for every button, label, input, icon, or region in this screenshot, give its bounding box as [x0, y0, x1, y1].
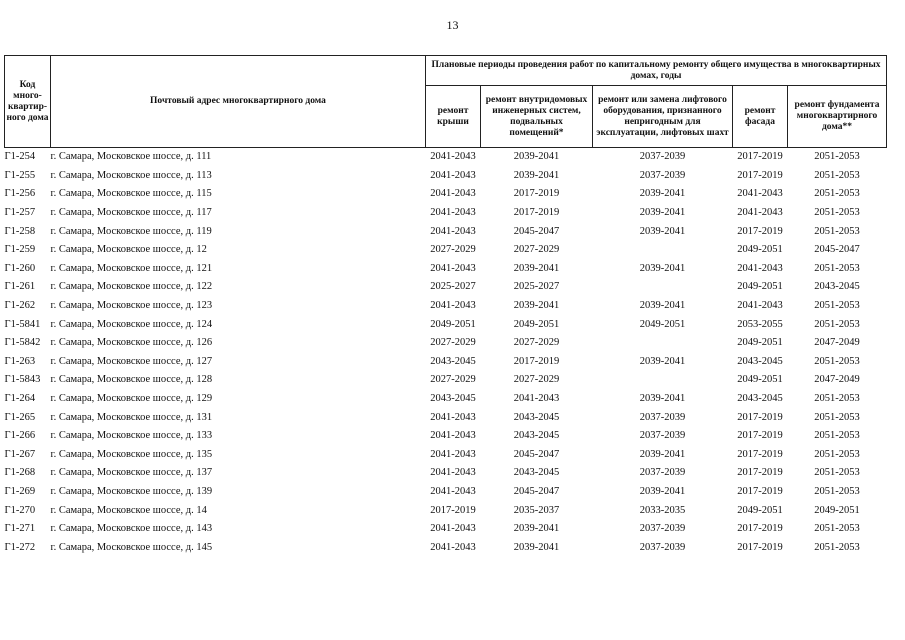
cell-foundation: 2051-2053 [814, 151, 860, 163]
cell-address: г. Самара, Московское шоссе, д. 126 [50, 337, 213, 349]
cell-systems: 2045-2047 [513, 448, 560, 460]
cell-roof: 2041-2043 [430, 411, 476, 423]
cell-address: г. Самара, Московское шоссе, д. 14 [50, 504, 207, 516]
cell-code: Г1-5842 [4, 337, 41, 349]
cell-systems: 2039-2041 [513, 151, 560, 163]
cell-roof: 2043-2045 [430, 393, 476, 405]
cell-roof: 2041-2043 [430, 225, 476, 237]
cell-elevator: 2039-2041 [639, 262, 686, 274]
cell-address: г. Самара, Московское шоссе, д. 129 [50, 393, 213, 405]
cell-facade: 2017-2019 [737, 485, 783, 497]
cell-address: г. Самара, Московское шоссе, д. 128 [50, 374, 213, 386]
cell-facade: 2017-2019 [737, 151, 783, 163]
cell-code: Г1-256 [4, 188, 36, 200]
table-row [5, 464, 887, 483]
cell-address: г. Самара, Московское шоссе, д. 119 [50, 225, 212, 237]
cell-elevator [593, 334, 733, 353]
cell-address: г. Самара, Московское шоссе, д. 139 [50, 485, 213, 497]
cell-foundation: 2051-2053 [814, 225, 860, 237]
cell-facade: 2017-2019 [737, 169, 783, 181]
cell-systems: 2045-2047 [513, 225, 560, 237]
cell-code: Г1-5843 [4, 374, 41, 386]
cell-elevator: 2039-2041 [639, 485, 686, 497]
header-code: Код много-квартир-ного дома [5, 56, 51, 148]
table-row [5, 334, 887, 353]
cell-foundation: 2051-2053 [814, 430, 860, 442]
cell-elevator [593, 278, 733, 297]
cell-foundation: 2051-2053 [814, 485, 860, 497]
cell-address: г. Самара, Московское шоссе, д. 115 [50, 188, 212, 200]
cell-code: Г1-271 [4, 523, 36, 535]
cell-roof: 2027-2029 [430, 244, 476, 256]
cell-elevator: 2033-2035 [639, 504, 686, 516]
cell-foundation: 2049-2051 [814, 504, 860, 516]
cell-elevator: 2039-2041 [639, 300, 686, 312]
cell-code: Г1-269 [4, 485, 36, 497]
table-row [5, 501, 887, 520]
cell-address: г. Самара, Московское шоссе, д. 143 [50, 523, 213, 535]
cell-roof: 2041-2043 [430, 151, 476, 163]
table-row [5, 204, 887, 223]
table-row [5, 483, 887, 502]
cell-address: г. Самара, Московское шоссе, д. 117 [50, 207, 212, 219]
cell-code: Г1-267 [4, 448, 36, 460]
cell-roof: 2027-2029 [430, 337, 476, 349]
cell-roof: 2041-2043 [430, 262, 476, 274]
cell-facade: 2049-2051 [737, 337, 783, 349]
cell-foundation: 2051-2053 [814, 448, 860, 460]
cell-systems: 2025-2027 [513, 281, 560, 293]
header-roof: ремонт крыши [426, 86, 481, 148]
cell-roof: 2043-2045 [430, 355, 476, 367]
cell-elevator: 2039-2041 [639, 355, 686, 367]
cell-elevator: 2037-2039 [639, 151, 686, 163]
table-row [5, 278, 887, 297]
table-row [5, 185, 887, 204]
cell-roof: 2041-2043 [430, 448, 476, 460]
cell-facade: 2049-2051 [737, 281, 783, 293]
cell-address: г. Самара, Московское шоссе, д. 133 [50, 430, 213, 442]
cell-address: г. Самара, Московское шоссе, д. 123 [50, 300, 213, 312]
cell-facade: 2017-2019 [737, 448, 783, 460]
cell-foundation: 2051-2053 [814, 393, 860, 405]
cell-code: Г1-262 [4, 300, 36, 312]
table-row [5, 390, 887, 409]
cell-elevator [593, 371, 733, 390]
cell-systems: 2027-2029 [513, 337, 560, 349]
cell-systems: 2039-2041 [513, 262, 560, 274]
cell-facade: 2043-2045 [737, 393, 783, 405]
cell-roof: 2041-2043 [430, 207, 476, 219]
cell-roof: 2025-2027 [430, 281, 476, 293]
cell-facade: 2041-2043 [737, 207, 783, 219]
cell-code: Г1-5841 [4, 318, 41, 330]
header-facade: ремонт фасада [733, 86, 788, 148]
cell-foundation: 2051-2053 [814, 523, 860, 535]
cell-facade: 2017-2019 [737, 411, 783, 423]
cell-elevator: 2037-2039 [639, 541, 686, 553]
table-header [5, 56, 887, 148]
cell-roof: 2049-2051 [430, 318, 476, 330]
table-row [5, 297, 887, 316]
cell-code: Г1-254 [4, 151, 36, 163]
cell-facade: 2049-2051 [737, 374, 783, 386]
cell-systems: 2043-2045 [513, 411, 560, 423]
cell-facade: 2017-2019 [737, 541, 783, 553]
cell-address: г. Самара, Московское шоссе, д. 124 [50, 318, 213, 330]
cell-code: Г1-263 [4, 355, 36, 367]
cell-systems: 2043-2045 [513, 467, 560, 479]
cell-foundation: 2051-2053 [814, 169, 860, 181]
cell-systems: 2027-2029 [513, 374, 560, 386]
cell-facade: 2017-2019 [737, 467, 783, 479]
cell-foundation: 2051-2053 [814, 541, 860, 553]
cell-facade: 2017-2019 [737, 430, 783, 442]
cell-systems: 2039-2041 [513, 523, 560, 535]
cell-foundation: 2047-2049 [814, 337, 860, 349]
cell-foundation: 2047-2049 [814, 374, 860, 386]
cell-code: Г1-264 [4, 393, 36, 405]
header-elevator: ремонт или замена лифтового оборудования, признанного непригодным для эксплуатации, лифтовых шахт [593, 86, 733, 148]
cell-elevator: 2037-2039 [639, 411, 686, 423]
cell-systems: 2017-2019 [513, 207, 560, 219]
cell-facade: 2049-2051 [737, 244, 783, 256]
cell-foundation: 2045-2047 [814, 244, 860, 256]
cell-code: Г1-266 [4, 430, 36, 442]
cell-elevator: 2037-2039 [639, 523, 686, 535]
cell-address: г. Самара, Московское шоссе, д. 135 [50, 448, 213, 460]
table-row [5, 353, 887, 372]
cell-foundation: 2051-2053 [814, 355, 860, 367]
header-address: Почтовый адрес многоквартирного дома [51, 56, 426, 148]
cell-elevator: 2039-2041 [639, 393, 686, 405]
cell-facade: 2053-2055 [737, 318, 783, 330]
header-systems: ремонт внутридомовых инженерных систем, подвальных помещений* [481, 86, 593, 148]
cell-systems: 2035-2037 [513, 504, 560, 516]
cell-roof: 2041-2043 [430, 485, 476, 497]
cell-code: Г1-272 [4, 541, 36, 553]
cell-code: Г1-270 [4, 504, 36, 516]
cell-foundation: 2051-2053 [814, 207, 860, 219]
cell-code: Г1-257 [4, 207, 36, 219]
cell-systems: 2049-2051 [513, 318, 560, 330]
cell-roof: 2041-2043 [430, 169, 476, 181]
cell-code: Г1-259 [4, 244, 36, 256]
cell-address: г. Самара, Московское шоссе, д. 137 [50, 467, 213, 479]
cell-systems: 2045-2047 [513, 485, 560, 497]
cell-elevator: 2039-2041 [639, 207, 686, 219]
cell-facade: 2041-2043 [737, 300, 783, 312]
cell-foundation: 2051-2053 [814, 188, 860, 200]
cell-elevator: 2037-2039 [639, 169, 686, 181]
cell-elevator: 2037-2039 [639, 467, 686, 479]
cell-facade: 2049-2051 [737, 504, 783, 516]
cell-roof: 2041-2043 [430, 541, 476, 553]
cell-address: г. Самара, Московское шоссе, д. 121 [50, 262, 213, 274]
table-row [5, 315, 887, 334]
cell-systems: 2043-2045 [513, 430, 560, 442]
cell-facade: 2017-2019 [737, 523, 783, 535]
cell-foundation: 2051-2053 [814, 467, 860, 479]
cell-roof: 2041-2043 [430, 467, 476, 479]
cell-facade: 2041-2043 [737, 262, 783, 274]
table-row [5, 148, 887, 167]
cell-foundation: 2043-2045 [814, 281, 860, 293]
cell-code: Г1-265 [4, 411, 36, 423]
table-row [5, 427, 887, 446]
table-row [5, 446, 887, 465]
header-foundation: ремонт фундамента многоквартирного дома** [788, 86, 887, 148]
cell-systems: 2027-2029 [513, 244, 560, 256]
cell-elevator: 2039-2041 [639, 188, 686, 200]
capital-repair-plan-table [4, 55, 887, 557]
cell-systems: 2039-2041 [513, 541, 560, 553]
cell-address: г. Самара, Московское шоссе, д. 131 [50, 411, 213, 423]
cell-address: г. Самара, Московское шоссе, д. 145 [50, 541, 213, 553]
table-row [5, 241, 887, 260]
cell-foundation: 2051-2053 [814, 411, 860, 423]
cell-code: Г1-260 [4, 262, 36, 274]
cell-address: г. Самара, Московское шоссе, д. 127 [50, 355, 213, 367]
cell-systems: 2017-2019 [513, 188, 560, 200]
cell-code: Г1-258 [4, 225, 36, 237]
cell-foundation: 2051-2053 [814, 262, 860, 274]
cell-systems: 2017-2019 [513, 355, 560, 367]
cell-elevator: 2037-2039 [639, 430, 686, 442]
cell-foundation: 2051-2053 [814, 300, 860, 312]
cell-roof: 2027-2029 [430, 374, 476, 386]
cell-facade: 2017-2019 [737, 225, 783, 237]
table-row [5, 371, 887, 390]
cell-systems: 2039-2041 [513, 300, 560, 312]
table-row [5, 408, 887, 427]
cell-address: г. Самара, Московское шоссе, д. 111 [50, 151, 212, 163]
cell-address: г. Самара, Московское шоссе, д. 113 [50, 169, 212, 181]
table-row [5, 520, 887, 539]
cell-roof: 2041-2043 [430, 188, 476, 200]
table-row [5, 167, 887, 186]
table-row [5, 222, 887, 241]
cell-elevator: 2039-2041 [639, 448, 686, 460]
cell-facade: 2041-2043 [737, 188, 783, 200]
table-body [5, 148, 887, 558]
cell-facade: 2043-2045 [737, 355, 783, 367]
cell-foundation: 2051-2053 [814, 318, 860, 330]
cell-roof: 2017-2019 [430, 504, 476, 516]
cell-address: г. Самара, Московское шоссе, д. 12 [50, 244, 207, 256]
cell-code: Г1-261 [4, 281, 36, 293]
table-row [5, 538, 887, 557]
cell-elevator [593, 241, 733, 260]
header-work-periods: Плановые периоды проведения работ по капитальному ремонту общего имущества в многоквартирных домах, годы [426, 56, 887, 86]
cell-systems: 2039-2041 [513, 169, 560, 181]
cell-code: Г1-268 [4, 467, 36, 479]
cell-elevator: 2049-2051 [639, 318, 686, 330]
cell-code: Г1-255 [4, 169, 36, 181]
cell-address: г. Самара, Московское шоссе, д. 122 [50, 281, 213, 293]
cell-roof: 2041-2043 [430, 300, 476, 312]
cell-roof: 2041-2043 [430, 523, 476, 535]
table-row [5, 260, 887, 279]
cell-elevator: 2039-2041 [639, 225, 686, 237]
cell-roof: 2041-2043 [430, 430, 476, 442]
cell-systems: 2041-2043 [513, 393, 560, 405]
page-number: 13 [446, 18, 459, 32]
